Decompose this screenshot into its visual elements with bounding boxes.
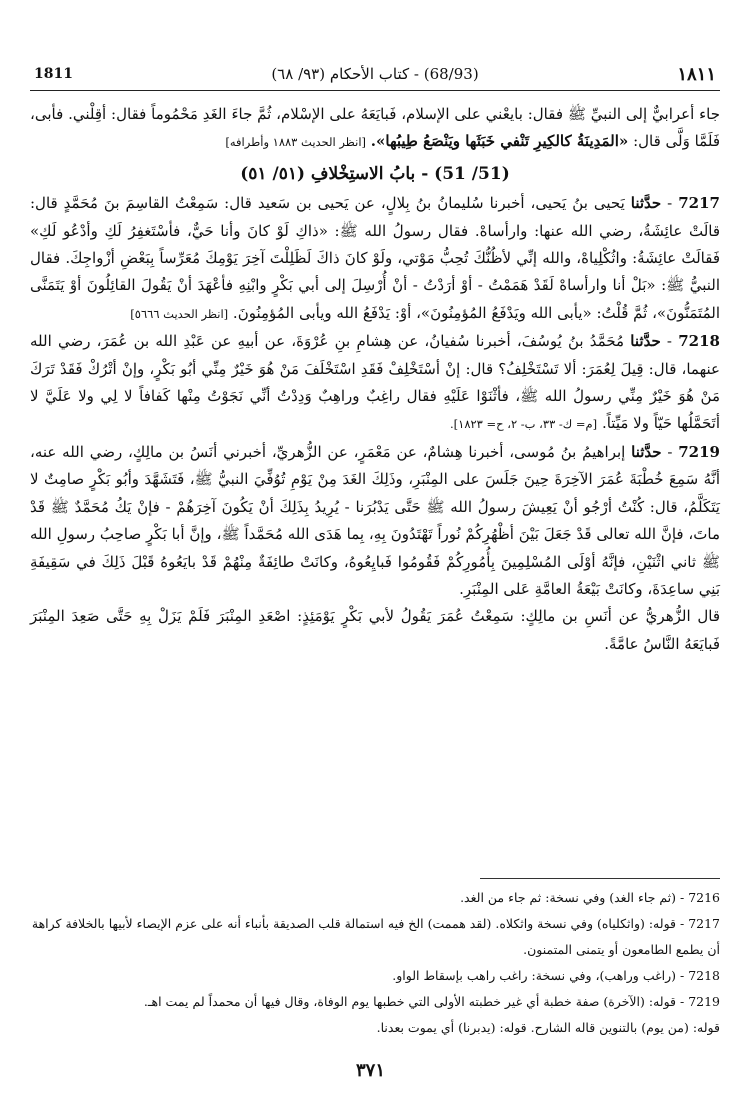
- hadith-continuation-text: قال الزُّهريُّ عن أنَسِ بن مالِكٍ: سَمِعْتُ عُمَرَ يَقُولُ لأبي بَكْرٍ يَوْمَئِذٍ: اصْعَدِ المِنْبَرَ فَلَمْ يَزَلْ بِهِ حَتَّى صَعِدَ المِنْبَرَ فَبايَعَهُ النَّاسُ عامَّةً.: [30, 607, 720, 653]
- intro-text: جاء أعرابيٌّ إلى النبيِّ ﷺ فقال: بايعْني على الإسلام، فَبايَعَهُ على الإسْلام، ثُمَّ جاءَ الغَدِ مَحْمُوماً فقال: أقِلْني. فأبى، فَلَمَّا وَلَّى قال:: [30, 105, 720, 151]
- footnote-7219-continued: قوله: (من يوم) بالتنوين قاله الشارح. قوله: (يدبرنا) أي يموت بعدنا.: [376, 1020, 720, 1035]
- haddathana-label: حدَّثنا: [630, 194, 662, 213]
- hadith-number: 7219: [678, 442, 720, 461]
- haddathana-label: حدَّثنا: [630, 332, 661, 351]
- hadith-text: يَحيى بنُ يَحيى، أخبرنا سُليمانُ بنُ بِلالٍ، عن يَحيى بن سَعيد قال: سَمِعْتُ القاسِمَ بنَ مُحَمَّدٍ قال: قالَتْ عائِشَةُ، رضي الله عنها: وارأساهْ. فقال رسولُ الله ﷺ: «ذاكِ لَوْ كانَ وأنا حَيٌّ، فأسْتَغفِرُ لَكِ وأدْعُو لَكِ» فَقالَتْ عائِشَةُ: واثُكْلِياهْ، والله إنِّي لأظُنُّكَ تُحِبُّ مَوْتي، ولَوْ كانَ ذاكَ لَظَلِلْتَ آخِرَ يَوْمِكَ مُعَرِّساً بِبَعْضِ أزْواجِكَ. فقال النبيُّ ﷺ: «بَلْ أنا وارأساهْ لَقَدْ هَمَمْتُ - أوْ أرَدْتُ - أنْ أُرْسِلَ إلى أبي بَكْرٍ وابْنِهِ فأعْهَدَ أنْ يَقُولَ القائِلُونَ أوْ يَتَمَنَّى المُتَمَنُّونَ»، ثُمَّ قُلْتُ: «يأبى الله ويَدْفَعُ المُؤمِنُونَ»، أوْ: يَدْفَعُ الله ويأبى المُؤمِنُونَ.: [30, 194, 720, 322]
- hadith-text: إبراهيمُ بنُ مُوسى، أخبرنا هِشامٌ، عن مَعْمَرٍ، عن الزُّهريِّ، أخبرني أنَسُ بن مالِكٍ، رضي الله عنه، أنَّهُ سَمِعَ خُطْبَةَ عُمَرَ الآخِرَةَ حِينَ جَلَسَ على المِنْبَرِ، وذَلِكَ الغَدَ مِنْ يَوْمِ تُوُفِّيَ النبيُّ ﷺ، فَتَشَهَّدَ وأبُو بَكْرٍ صامِتٌ لا يَتَكَلَّمُ، قال: كُنْتُ أرْجُو أنْ يَعِيشَ رسولُ الله ﷺ حَتَّى يَدْبُرَنا - يُرِيدُ بِذَلِكَ أنْ يَكُونَ آخِرَهُمْ - فإنْ يَكُ مُحَمَّدٌ ﷺ قَدْ ماتَ، فإنَّ الله تعالى قَدْ جَعَلَ بَيْنَ أظْهُرِكُمْ نُوراً تَهْتَدُونَ بِهِ، بِما هَدَى الله مُحَمَّداً ﷺ، وإنَّ أبا بَكْرٍ صاحِبُ رسولِ الله ﷺ ثاني اثْنَيْنِ، فإنَّهُ أوْلَى المُسْلِمِينَ بِأُمُورِكُمْ فَقُومُوا فَبايِعُوهُ، وكانَتْ طائِفَةٌ مِنْهُمْ قَدْ بايَعُوهُ قَبْلَ ذَلِكَ في سَقِيفَةِ بَنِي ساعِدَةَ، وكانَتْ بَيْعَةُ العامَّةِ عَلى المِنْبَرِ.: [30, 442, 720, 598]
- hadith-number: 7217: [678, 194, 720, 213]
- intro-paragraph: [30, 101, 720, 157]
- haddathana-label: حدَّثنا: [631, 442, 662, 461]
- hadith-reference: [انظر الحديث ٥٦٦٦]: [130, 306, 229, 321]
- chapter-title: (51/ 51) - بابُ الاستِخْلافِ (٥١/ ٥١): [240, 163, 510, 184]
- folio-number: ٣٧١: [355, 1060, 385, 1081]
- hadith-7219: 7219 - حدَّثنا إبراهيمُ بنُ مُوسى، أخبرنا هِشامٌ، عن مَعْمَرٍ، عن الزُّهريِّ، أخبرني أنَسُ بن مالِكٍ، رضي الله عنه، أنَّهُ سَمِعَ خُطْبَةَ عُمَرَ الآخِرَةَ حِينَ جَلَسَ على المِنْبَرِ، وذَلِكَ الغَدَ مِنْ يَوْمِ تُوُفِّيَ النبيُّ ﷺ، فَتَشَهَّدَ وأبُو بَكْرٍ صامِتٌ لا يَتَكَلَّمُ، قال: كُنْتُ أرْجُو أنْ يَعِيشَ رسولُ الله ﷺ حَتَّى يَدْبُرَنا - يُرِيدُ بِذَلِكَ أنْ يَكُونَ آخِرَهُمْ - فإنْ يَكُ مُحَمَّدٌ ﷺ قَدْ ماتَ، فإنَّ الله تعالى قَدْ جَعَلَ بَيْنَ أظْهُرِكُمْ نُوراً تَهْتَدُونَ بِهِ، بِما هَدَى الله مُحَمَّداً ﷺ، وإنَّ أبا بَكْرٍ صاحِبُ رسولِ الله ﷺ ثاني اثْنَيْنِ، فإنَّهُ أوْلَى المُسْلِمِينَ بِأُمُورِكُمْ فَقُومُوا فَبايِعُوهُ، وكانَتْ طائِفَةٌ مِنْهُمْ قَدْ بايَعُوهُ قَبْلَ ذَلِكَ في سَقِيفَةِ بَنِي ساعِدَةَ، وكانَتْ بَيْعَةُ العامَّةِ عَلى المِنْبَرِ.: [30, 442, 720, 598]
- hadith-7217: 7217 - حدَّثنا يَحيى بنُ يَحيى، أخبرنا سُليمانُ بنُ بِلالٍ، عن يَحيى بن سَعيد قال: سَمِعْتُ القاسِمَ بنَ مُحَمَّدٍ قال: قالَتْ عائِشَةُ، رضي الله عنها: وارأساهْ. فقال رسولُ الله ﷺ: «ذاكِ لَوْ كانَ وأنا حَيٌّ، فأسْتَغفِرُ لَكِ وأدْعُو لَكِ» فَقالَتْ عائِشَةُ: واثُكْلِياهْ، والله إنِّي لأظُنُّكَ تُحِبُّ مَوْتي، ولَوْ كانَ ذاكَ لَظَلِلْتَ آخِرَ يَوْمِكَ مُعَرِّساً بِبَعْضِ أزْواجِكَ. فقال النبيُّ ﷺ: «بَلْ أنا وارأساهْ لَقَدْ هَمَمْتُ - أوْ أرَدْتُ - أنْ أُرْسِلَ إلى أبي بَكْرٍ وابْنِهِ فأعْهَدَ أنْ يَقُولَ القائِلُونَ أوْ يَتَمَنَّى المُتَمَنُّونَ»، ثُمَّ قُلْتُ: «يأبى الله ويَدْفَعُ المُؤمِنُونَ»، أوْ: يَدْفَعُ الله ويأبى المُؤمِنُونَ. [انظر الحديث ٥٦٦٦]: [30, 194, 720, 322]
- footnote-7216: 7216 - (ثم جاء الغد) وفي نسخة: ثم جاء من الغد.: [460, 890, 720, 905]
- page: [30, 60, 720, 658]
- footnote-divider: [480, 878, 720, 879]
- intro-quote: «المَدِينَةُ كالكِيرِ تَنْفي خَبَثَها ويَنْصَعُ طِيبُها».: [370, 132, 629, 151]
- hadith-reference: [م= ك- ٣٣، ب- ٢، ح= ١٨٢٣].: [449, 417, 598, 432]
- hadith-7218: 7218 - حدَّثنا مُحَمَّدُ بنُ يُوسُفَ، أخبرنا سُفيانُ، عن هِشامِ بنِ عُرْوَةَ، عن أبيهِ عن عَبْدِ الله بن عُمَرَ، رضي الله عنهما، قال: قِيلَ لِعُمَرَ: ألا تَسْتَخْلِفُ؟ قال: إنْ أسْتَخْلِفْ فَقَدِ اسْتَخْلَفَ مَنْ هُوَ خَيْرٌ مِنِّي أبُو بَكْرٍ، وإنْ أتْرُكْ فَقَدْ تَرَكَ مَنْ هُوَ خَيْرٌ مِنِّي رسولُ الله ﷺ، فأثْنَوْا عَلَيْهِ فقال راغِبٌ وراهِبٌ وَدِدْتُ أنِّي نَجَوْتُ مِنْها كَفافاً لا لِي ولا عَلَيَّ لا أتَحَمَّلُها حَيّاً ولا مَيِّتاً. [م= ك- ٣٣، ب- ٢، ح= ١٨٢٣].: [30, 332, 720, 433]
- hadith-text: مُحَمَّدُ بنُ يُوسُفَ، أخبرنا سُفيانُ، عن هِشامِ بنِ عُرْوَةَ، عن أبيهِ عن عَبْدِ الله بن عُمَرَ، رضي الله عنهما، قال: قِيلَ لِعُمَرَ: ألا تَسْتَخْلِفُ؟ قال: إنْ أسْتَخْلِفْ فَقَدِ اسْتَخْلَفَ مَنْ هُوَ خَيْرٌ مِنِّي أبُو بَكْرٍ، وإنْ أتْرُكْ فَقَدْ تَرَكَ مَنْ هُوَ خَيْرٌ مِنِّي رسولُ الله ﷺ، فأثْنَوْا عَلَيْهِ فقال راغِبٌ وراهِبٌ وَدِدْتُ أنِّي نَجَوْتُ مِنْها كَفافاً لا لِي ولا عَلَيَّ لا أتَحَمَّلُها حَيّاً ولا مَيِّتاً.: [30, 332, 720, 433]
- main-text: [30, 101, 720, 658]
- footnote-7217: 7217 - قوله: (واثكلياه) وفي نسخة واثكلاه. (لقد هممت) الخ فيه استمالة قلب الصديقة بأنباء أنه على عزم الإيصاء لأبيها بالخلافة كراهة أن يطمع الطامعون أو يتمنى المتمنون.: [31, 916, 720, 957]
- hadith-number: 7218: [678, 332, 720, 351]
- page-number-arabic: ١٨١١: [677, 64, 716, 85]
- page-number-latin: 1811: [34, 66, 73, 82]
- page-header: [30, 60, 720, 91]
- footnotes: [30, 878, 720, 1041]
- footnote-7218: 7218 - (راغب وراهب)، وفي نسخة: راغب راهب بإسقاط الواو.: [392, 968, 720, 983]
- footnote-7219: 7219 - قوله: (الآخرة) صفة خطبة أي غير خطبته الأولى التي خطبها يوم الوفاة، وقال فيها أن محمداً لم يمت اهـ.: [143, 994, 720, 1009]
- hadith-7219-continuation: [30, 603, 720, 658]
- running-title: (68/93) - كتاب الأحكام (٩٣/ ٦٨): [271, 65, 479, 83]
- intro-reference: [انظر الحديث ١٨٨٣ وأطرافه]: [225, 135, 366, 150]
